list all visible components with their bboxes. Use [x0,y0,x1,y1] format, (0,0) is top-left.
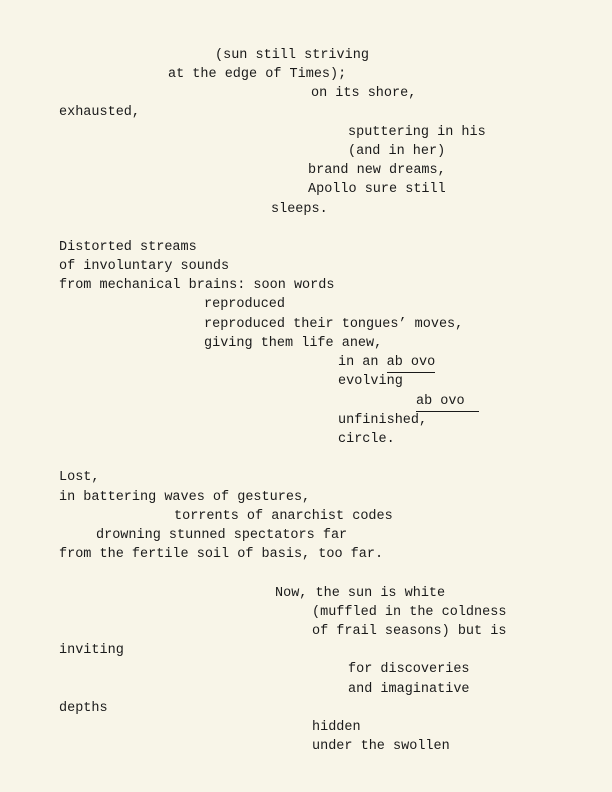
poem-line: drowning stunned spectators far [96,528,348,543]
poem-line: evolving [338,374,403,389]
poem-line: hidden [312,720,361,735]
poem-line: from the fertile soil of basis, too far. [59,547,384,562]
poem-line: Lost, [59,470,100,485]
poem-line: reproduced their tongues’ moves, [204,317,464,332]
poem-text: in an [338,355,387,370]
poem-line: and imaginative [348,682,470,697]
poem-line: inviting [59,643,124,658]
poem-line: depths [59,701,108,716]
poem-line: exhausted, [59,105,141,120]
underlined-phrase: ab ovo [387,355,436,373]
poem-line: giving them life anew, [204,336,383,351]
poem-line: unfinished, [338,413,428,428]
underlined-phrase: ab ovo [416,394,479,412]
poem-line: of frail seasons) but is [312,624,507,639]
poem-line: sleeps. [271,202,328,217]
poem-line: Now, the sun is white [275,586,446,601]
poem-line: Apollo sure still [308,182,446,197]
poem-line: (and in her) [348,144,446,159]
poem-line: on its shore, [311,86,417,101]
poem-line: from mechanical brains: soon words [59,278,335,293]
poem-line [416,394,479,412]
poem-line: (muffled in the coldness [312,605,507,620]
poem-line: under the swollen [312,739,450,754]
poem-line: torrents of anarchist codes [174,509,393,524]
poem-line: brand new dreams, [308,163,446,178]
poem-line: reproduced [204,297,286,312]
poem-line: (sun still striving [215,48,369,63]
poem-line: for discoveries [348,662,470,677]
poem-line: in battering waves of gestures, [59,490,311,505]
poem-line: sputtering in his [348,125,486,140]
poem-line [338,355,435,373]
poem-line: circle. [338,432,395,447]
poem-line: Distorted streams [59,240,197,255]
poem-line: of involuntary sounds [59,259,230,274]
poem-line: at the edge of Times); [168,67,347,82]
